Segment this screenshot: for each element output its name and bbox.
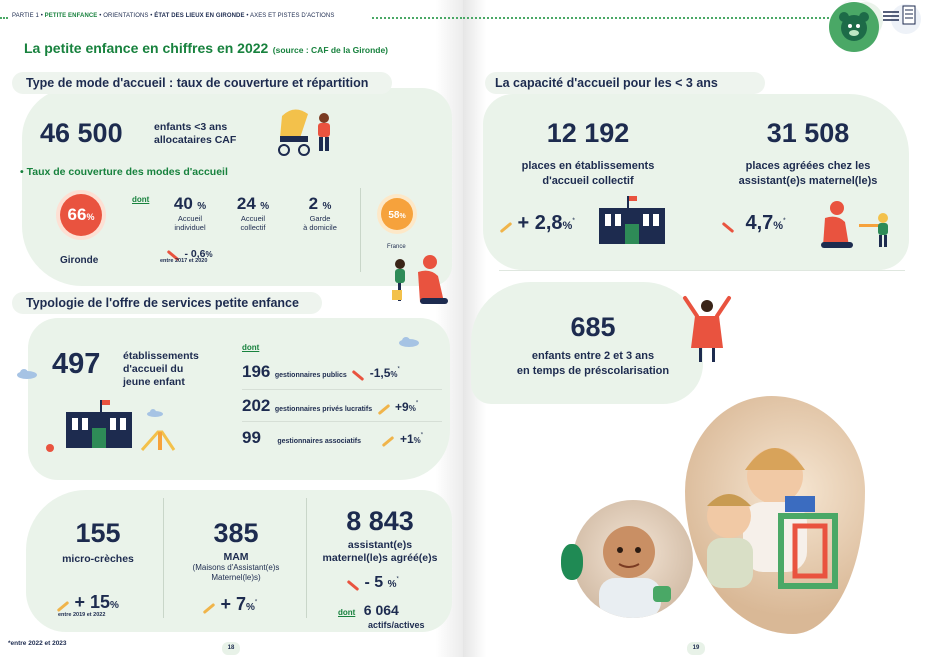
typology-title: Typologie de l'offre de services petite enfance [26, 296, 299, 310]
mode-title: Type de mode d'accueil : taux de couverture et répartition [26, 76, 369, 90]
breadcrumb-orientations[interactable]: ORIENTATIONS [103, 13, 149, 19]
micro-creches: 155 micro-crèches [62, 518, 134, 565]
document-icon[interactable] [901, 4, 917, 26]
individual-stat: 40 % Accueil individuel [173, 194, 207, 232]
stroller-icon [274, 104, 346, 158]
page-number-left: 18 [222, 642, 240, 655]
cloud-icon [16, 368, 38, 380]
france-label: France [387, 244, 406, 250]
right-page [463, 0, 927, 657]
estab-count: 497 [52, 348, 101, 380]
coverage-title: • Taux de couverture des modes d'accueil [20, 166, 228, 178]
building-icon [64, 398, 134, 450]
page-title: La petite enfance en chiffres en 2022 (source : CAF de la Gironde) [24, 40, 389, 56]
children-count: 46 500 [40, 118, 123, 148]
gironde-label: Gironde [60, 255, 99, 266]
cloud-icon [146, 408, 164, 418]
arrow-up-icon [382, 436, 395, 447]
estab-dont: dont [242, 343, 260, 352]
baby-photo [573, 500, 693, 618]
estab-label: établissements d'accueil du jeune enfant [123, 350, 199, 388]
preschool-stat: 685 enfants entre 2 et 3 ans en temps de préscolarisation [516, 312, 670, 377]
places-collective: 12 192 places en établissements d'accueil collectif [521, 118, 655, 187]
breadcrumb: PARTIE 1 • PETITE ENFANCE • ORIENTATIONS • ÉTAT DES LIEUX EN GIRONDE • AXES ET PISTES D'ACTIONS [12, 13, 335, 19]
breadcrumb-section[interactable]: PETITE ENFANCE [44, 13, 98, 19]
building-icon [597, 194, 667, 246]
page-number-right: 19 [687, 642, 705, 655]
manager-row-private: 202 gestionnaires privés lucratifs +9%* [242, 396, 419, 415]
micro-change: + 15% [56, 592, 119, 613]
arrow-down-icon [352, 370, 365, 381]
arrow-up-icon [57, 601, 70, 612]
mam-stat: 385 MAM (Maisons d'Assistant(e)s Maternel(le)s) [192, 518, 280, 582]
places-approved: 31 508 places agréées chez les assistant(e)s maternel(le)s [738, 118, 878, 187]
breadcrumb-etat[interactable]: ÉTAT DES LIEUX EN GIRONDE [154, 13, 245, 19]
footnote: *entre 2022 et 2023 [8, 640, 67, 647]
children-photo [685, 396, 865, 634]
arrow-up-icon [500, 222, 513, 233]
manager-row-associative: 99 gestionnaires associatifs +1%* [242, 428, 424, 447]
dont-label: dont [132, 195, 150, 204]
assistants-stat: 8 843 assistant(e)s maternel(le)s agréé(e)s [322, 506, 438, 564]
gironde-gauge: 66% [60, 194, 102, 236]
dotted-line [0, 17, 8, 19]
arrow-up-icon [377, 404, 390, 415]
home-stat: 2 % Garde à domicile [303, 194, 337, 232]
child-icon [681, 294, 733, 366]
breadcrumb-axes[interactable]: AXES ET PISTES D'ACTIONS [249, 13, 335, 19]
decor-blob [561, 544, 583, 580]
assistants-change: - 5 %* [346, 574, 399, 592]
decor-icon [44, 442, 56, 452]
arrow-down-icon [722, 222, 735, 233]
manager-row-public: 196 gestionnaires publics -1,5%* [242, 362, 400, 381]
slide-icon [140, 428, 176, 452]
bear-badge-icon[interactable] [829, 2, 879, 52]
mam-change: + 7%* [202, 594, 257, 615]
arrow-up-icon [203, 603, 216, 614]
places-change: + 2,8%* [499, 212, 575, 235]
change-2017-2020: - 0,6% [166, 244, 213, 262]
arrow-down-icon [347, 580, 360, 591]
woman-playing-icon [390, 250, 454, 308]
children-label: enfants <3 ans allocataires CAF [154, 121, 237, 146]
approved-change: 4,7%* [721, 212, 786, 235]
breadcrumb-part: PARTIE 1 • [12, 13, 43, 19]
dotted-line [372, 17, 462, 19]
menu-icon[interactable] [881, 8, 901, 24]
capacity-title: La capacité d'accueil pour les < 3 ans [495, 76, 718, 90]
cloud-icon [398, 336, 420, 348]
assistants-active: dont 6 064 [338, 602, 399, 618]
left-page: PARTIE 1 • PETITE ENFANCE • ORIENTATIONS • ÉTAT DES LIEUX EN GIRONDE • AXES ET PISTES D'ACTIONS La petite enfance en chiffres en 2022 (source : CAF de la Gironde) Type de mode d'accueil : taux de couverture et répartition 46 500 enfants <3 ans allocataires CAF • Taux de couverture des modes d'accueil 66% Gironde dont 40 % Accueil individuel 24 % Accueil collectif 2 % Garde à domicile - 0,6% entre 2017 et 2020 58% France Typologie de l'offre de services petite enfance 497 établissements d'accueil du jeune enfant dont 196 gestionnaires publics -1,5%* 202 gestionnaires privés lucratifs +9%* 99 gestionnaires associatifs +1%* 155 micro-crèches + 15% entre 2019 et 2022 385 MAM (Maisons d'Assistant(e)s Maternel(le)s) + 7%* 8 843 assistant(e)s maternel(le)s agréé(e)s - 5 %* dont 6 064 actifs/actives *entre 2022 et 2023 18 [0, 0, 463, 657]
dotted-line [463, 17, 833, 19]
collective-stat: 24 % Accueil collectif [236, 194, 270, 232]
woman-playing-icon [815, 196, 899, 252]
france-gauge: 58% [381, 198, 413, 230]
